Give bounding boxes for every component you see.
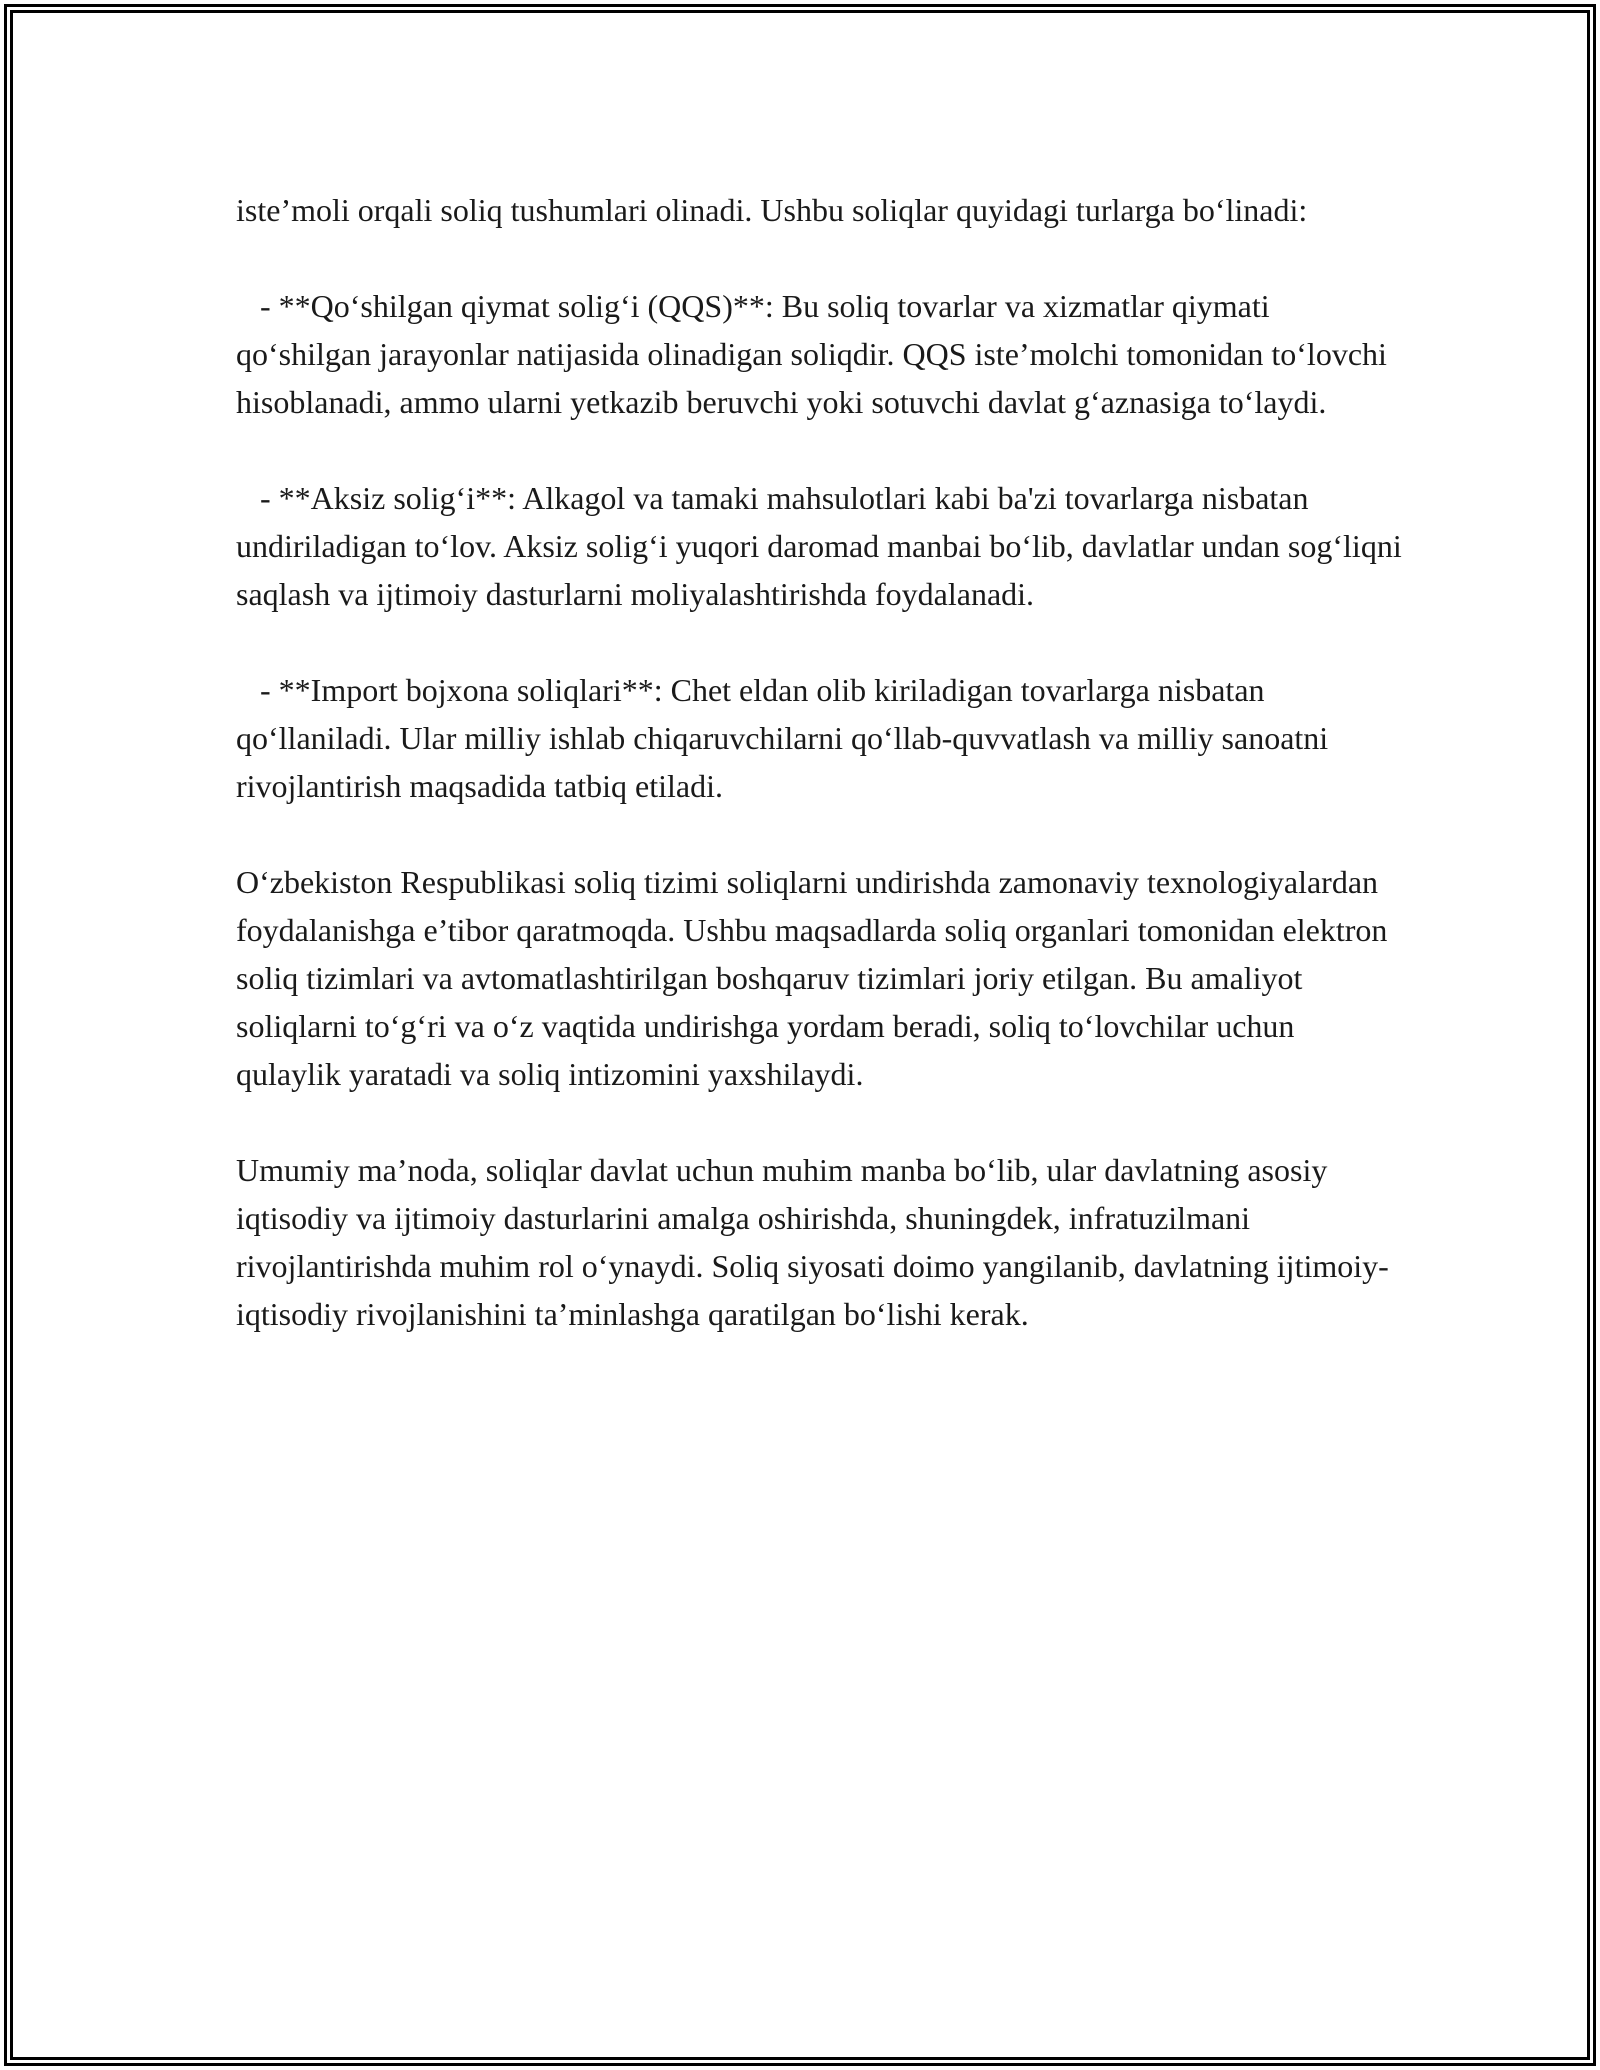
paragraph-conclusion: Umumiy ma’noda, soliqlar davlat uchun muhim manba bo‘lib, ular davlatning asosiy iqtisodiy va ijtimoiy dasturlarini amalga oshirishda, shuningdek, infratuzilmani rivojlantirishda muhim rol o‘ynaydi. Soliq siyosati doimo yangilanib, davlatning ijtimoiy-iqtisodiy rivojlanishini ta’minlashga qaratilgan bo‘lishi kerak. [236,1152,1389,1332]
paragraph-intro: iste’moli orqali soliq tushumlari olinadi. Ushbu soliqlar quyidagi turlarga bo‘linadi: [236,192,1308,228]
list-item-qqs: - **Qo‘shilgan qiymat solig‘i (QQS)**: Bu soliq tovarlar va xizmatlar qiymati qo‘shilgan jarayonlar natijasida olinadigan soliqdir. QQS iste’molchi tomonidan to‘lovchi hisoblanadi, ammo ularni yetkazib beruvchi yoki sotuvchi davlat g‘aznasiga to‘laydi. [236,288,1395,420]
list-item-aksiz: - **Aksiz solig‘i**: Alkagol va tamaki mahsulotlari kabi ba'zi tovarlarga nisbatan undiriladigan to‘lov. Aksiz solig‘i yuqori daromad manbai bo‘lib, davlatlar undan sog‘liqni saqlash va ijtimoiy dasturlarni moliyalashtirishda foydalanadi. [236,480,1410,612]
list-item-import: - **Import bojxona soliqlari**: Chet eldan olib kiriladigan tovarlarga nisbatan qo‘llaniladi. Ular milliy ishlab chiqaruvchilarni qo‘llab-quvvatlash va milliy sanoatni rivojlantirish maqsadida tatbiq etiladi. [236,672,1337,804]
document-body [236,186,1410,1338]
paragraph-technology: O‘zbekiston Respublikasi soliq tizimi soliqlarni undirishda zamonaviy texnologiyalardan foydalanishga e’tibor qaratmoqda. Ushbu maqsadlarda soliq organlari tomonidan elektron soliq tizimlari va avtomatlashtirilgan boshqaruv tizimlari joriy etilgan. Bu amaliyot soliqlarni to‘g‘ri va o‘z vaqtida undirishga yordam beradi, soliq to‘lovchilar uchun qulaylik yaratadi va soliq intizomini yaxshilaydi. [236,864,1396,1092]
